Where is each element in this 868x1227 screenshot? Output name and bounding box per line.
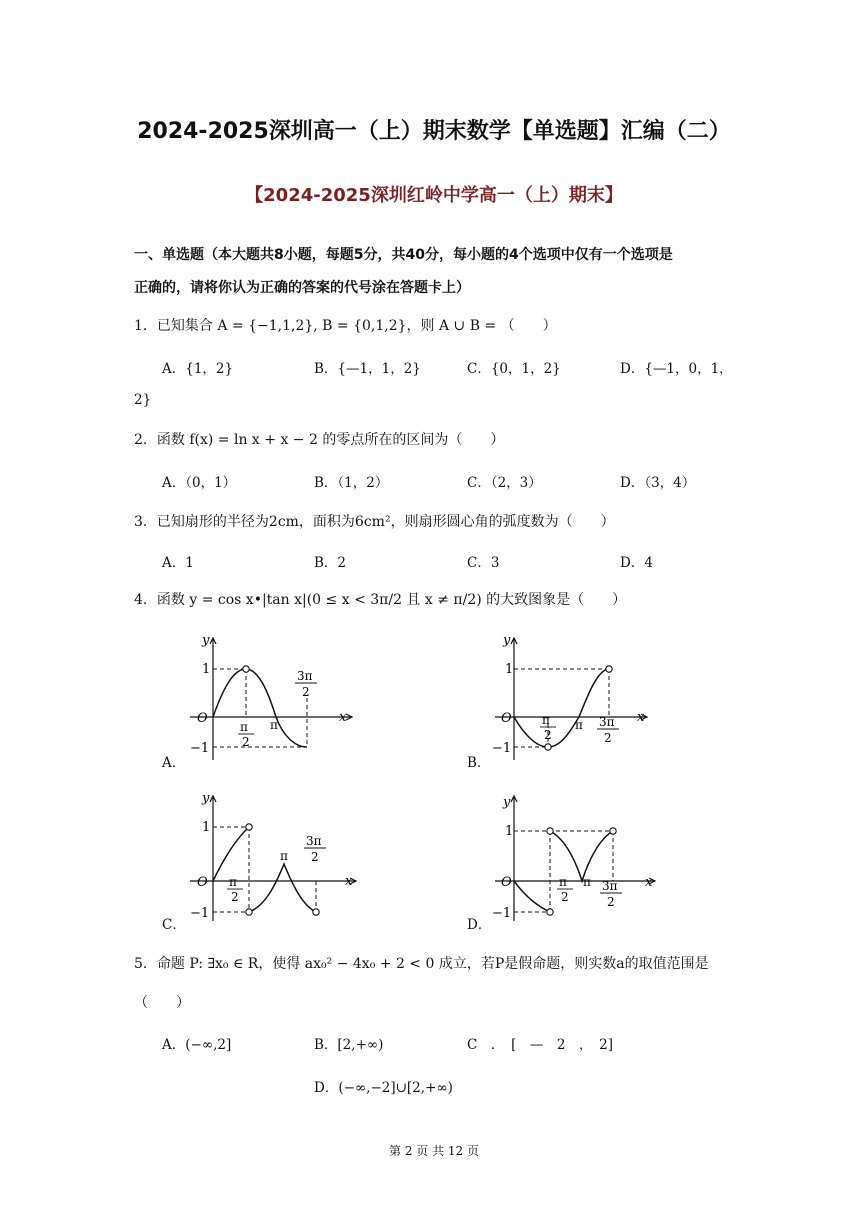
question-2-stem: 2．函数 f(x) = ln x + x − 2 的零点所在的区间为（ ） (134, 432, 505, 448)
tick-pi: π (575, 718, 583, 732)
q2-option-c: C．（2，3） (467, 475, 542, 491)
q5-option-c: C ． [ — 2 ， 2] (467, 1037, 614, 1053)
tick-half-pi-den: 2 (544, 728, 552, 742)
tick-three-half-num: 3π (306, 834, 322, 848)
x-axis-label: x (637, 710, 645, 725)
section-instructions-line1: 一、单选题（本大题共8小题，每题5分，共40分，每小题的4个选项中仅有一个选项是 (134, 247, 673, 263)
q1-option-d: D．{—1，0，1， (620, 361, 733, 377)
tick-neg-one: −1 (492, 741, 512, 756)
question-5-stem-wrap: （ ） (134, 995, 190, 1011)
q2-option-a: A．（0，1） (162, 475, 237, 491)
tick-pi: π (270, 718, 278, 732)
document-title: 2024-2025深圳高一（上）期末数学【单选题】汇编（二） (137, 119, 731, 144)
q4-graph-c (180, 786, 370, 928)
q4-option-d-label: D． (467, 917, 492, 933)
origin-label: O (197, 711, 208, 726)
q3-option-d: D．4 (620, 555, 653, 571)
tick-half-pi-num: π (542, 713, 550, 727)
tick-three-half-den: 2 (302, 685, 310, 699)
tick-three-half-den: 2 (604, 731, 612, 745)
origin-label: O (197, 875, 208, 890)
x-axis-label: x (345, 874, 353, 889)
tick-neg-one: −1 (492, 906, 512, 921)
tick-half-pi-den: 2 (561, 890, 569, 904)
q4-graph-a (180, 628, 370, 768)
tick-neg-one: −1 (190, 906, 210, 921)
tick-half-pi-den: 2 (242, 735, 250, 749)
q4-graph-b (485, 628, 675, 768)
y-axis-label: y (202, 633, 210, 648)
question-5-stem: 5．命题 P: ∃x₀ ∈ R，使得 ax₀² − 4x₀ + 2 < 0 成立，若P是假命题，则实数a的取值范围是 (134, 956, 709, 972)
tick-half-pi-num: π (229, 875, 237, 889)
tick-three-half-num: 3π (602, 879, 618, 893)
x-axis-label: x (339, 710, 347, 725)
tick-three-half-num: 3π (599, 715, 615, 729)
tick-half-pi-num: π (559, 875, 567, 889)
tick-half-pi-den: 2 (231, 890, 239, 904)
q4-graph-d (485, 786, 675, 928)
q1-option-c: C．{0，1，2} (467, 361, 561, 377)
q1-option-d-wrap: 2} (134, 392, 152, 408)
q2-option-b: B．（1，2） (314, 475, 389, 491)
tick-one: 1 (505, 662, 514, 677)
q4-option-b-label: B． (467, 755, 491, 771)
y-axis-label: y (202, 791, 210, 806)
tick-pi: π (583, 875, 591, 889)
q2-option-d: D．（3，4） (620, 475, 696, 491)
tick-pi: π (280, 849, 288, 863)
question-1-stem: 1．已知集合 A = {−1,1,2}, B = {0,1,2}，则 A ∪ B = （ ） (134, 318, 557, 334)
q4-option-a-label: A． (162, 755, 186, 771)
tick-three-half-den: 2 (607, 895, 615, 909)
q3-option-a: A．1 (162, 555, 194, 571)
x-axis-label: x (645, 875, 653, 890)
tick-three-half-num: 3π (297, 669, 313, 683)
section-instructions-line2: 正确的，请将你认为正确的答案的代号涂在答题卡上） (134, 280, 470, 296)
tick-one: 1 (202, 820, 211, 835)
y-axis-label: y (503, 633, 511, 648)
tick-neg-one: −1 (190, 741, 210, 756)
tick-three-half-den: 2 (311, 850, 319, 864)
origin-label: O (501, 875, 512, 890)
y-axis-label: y (503, 795, 511, 810)
q3-option-b: B．2 (314, 555, 347, 571)
q5-option-b: B．[2,+∞) (314, 1037, 384, 1053)
q5-option-d: D．(−∞,−2]∪[2,+∞) (314, 1080, 453, 1096)
section-subtitle: 【2024-2025深圳红岭中学高一（上）期末】 (245, 185, 623, 206)
q5-option-a: A．(−∞,2] (162, 1037, 232, 1053)
tick-one: 1 (505, 824, 514, 839)
q1-option-b: B．{—1，1，2} (314, 361, 421, 377)
question-4-stem: 4．函数 y = cos x•|tan x|(0 ≤ x < 3π/2 且 x ≠ π/2) 的大致图象是（ ） (134, 592, 627, 608)
q3-option-c: C．3 (467, 555, 500, 571)
page-footer: 第 2 页 共 12 页 (389, 1144, 479, 1158)
tick-one: 1 (202, 662, 211, 677)
q1-option-a: A．{1，2} (162, 361, 234, 377)
origin-label: O (501, 711, 512, 726)
q4-option-c-label: C． (162, 917, 186, 933)
question-3-stem: 3．已知扇形的半径为2cm，面积为6cm²，则扇形圆心角的弧度数为（ ） (134, 514, 615, 530)
tick-half-pi-num: π (240, 720, 248, 734)
